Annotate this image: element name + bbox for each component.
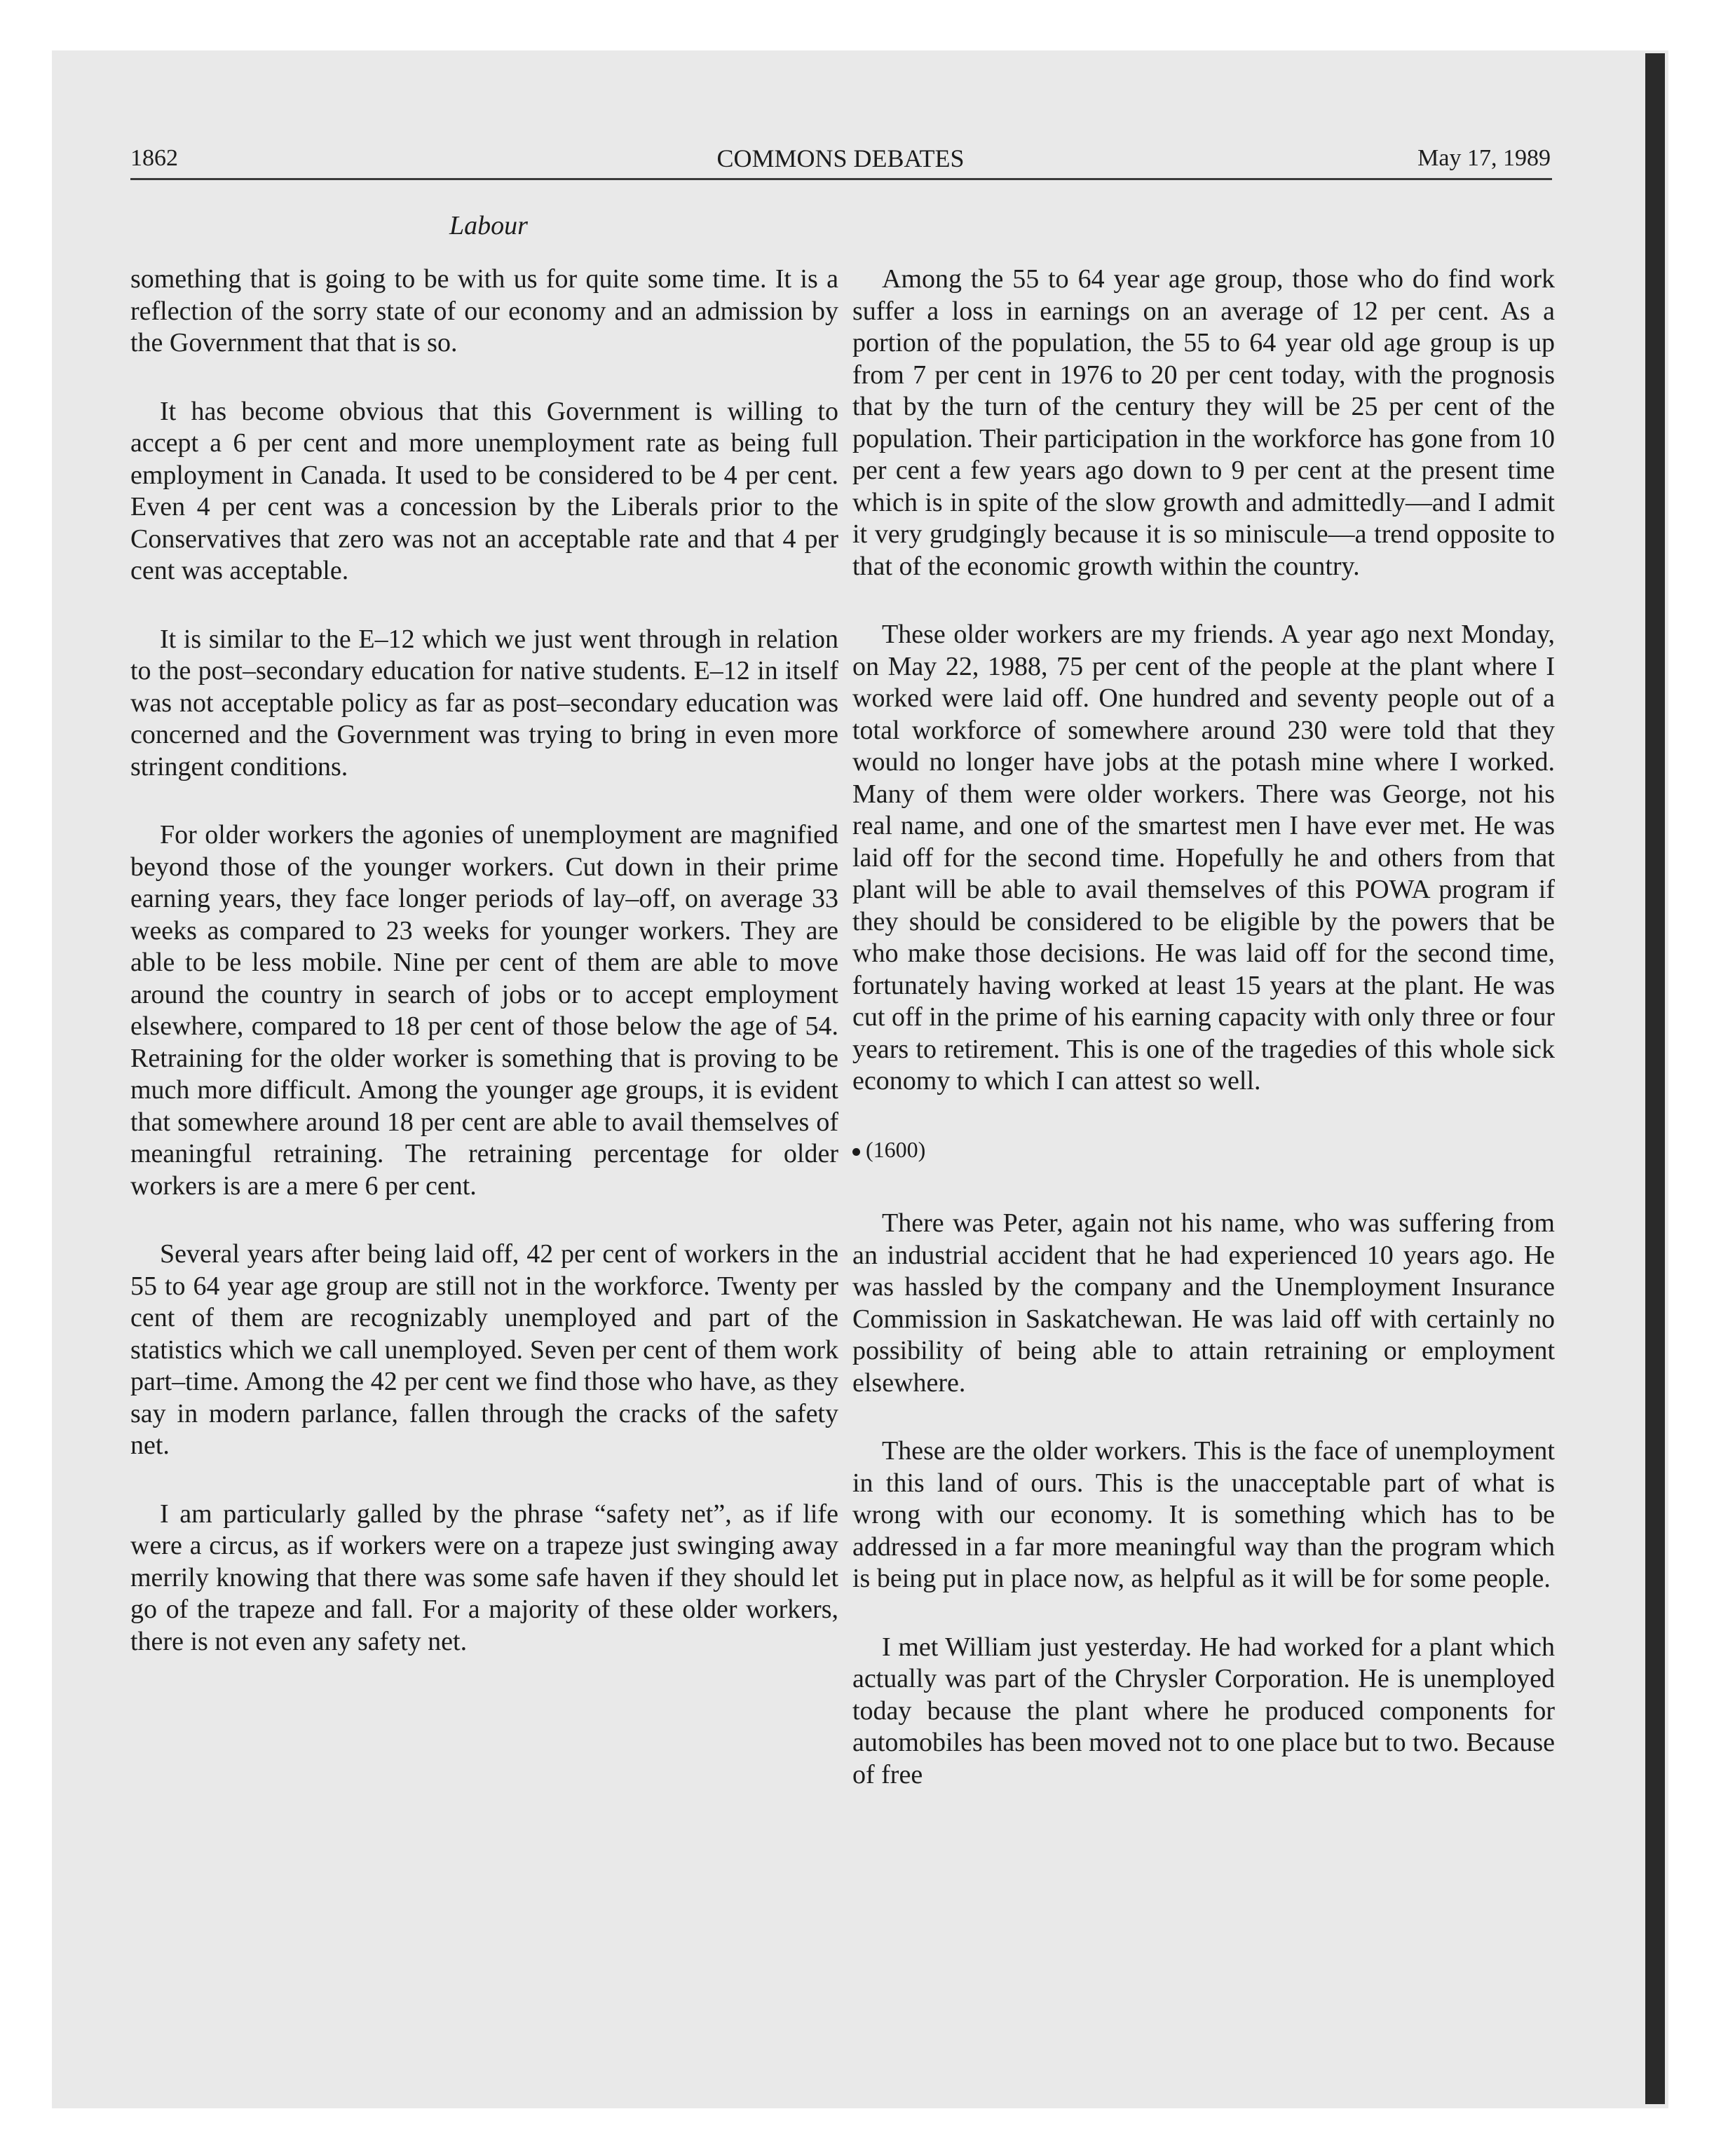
paragraph: Among the 55 to 64 year age group, those who do find work suffer a loss in earnings on an average of 12 per cent. As a portion of the population, the 55 to 64 year old age group is up from 7 per cent in 1976 to 20 per cent today, with the prognosis that by the turn of the century they will be 25 per cent of the population. Their participation in the workforce has gone from 10 per cent a few years ago down to 9 per cent at the present time which is in spite of the slow growth and admittedly—and I admit it very grudgingly because it is so miniscule—a trend opposite to that of the economic growth within the country. xyxy=(852,264,1555,581)
paragraph: Several years after being laid off, 42 per cent of workers in the 55 to 64 year age group are still not in the workforce. Twenty per cent of them are recognizably unemployed and part of the statistics which we call unemployed. Seven per cent of them work part–time. Among the 42 per cent we find those who have, as they say in modern parlance, fallen through the cracks of the safety net. xyxy=(130,1239,838,1460)
page-number: 1862 xyxy=(130,145,178,171)
paragraph: I am particularly galled by the phrase “safety net”, as if life were a circus, as if workers were on a trapeze just swinging away merrily knowing that there was some safe haven if they should let go of the trapeze and fall. For a majority of these older workers, there is not even any safety net. xyxy=(130,1499,838,1656)
section-title: Labour xyxy=(449,211,528,240)
publication-title: COMMONS DEBATES xyxy=(716,144,965,172)
paragraph: something that is going to be with us for quite some time. It is a reflection of the sorry state of our economy and an admission by the Government that that is so. xyxy=(130,264,838,357)
bullet-icon xyxy=(852,1148,860,1156)
left-column xyxy=(130,264,838,1960)
binding-edge xyxy=(1645,53,1665,2104)
page-header xyxy=(130,137,1551,179)
paragraph: These are the older workers. This is the face of unemployment in this land of ours. This is the unacceptable part of what is wrong with our economy. It is something which has to be addressed in a far more meaningful way than the program which is being put in place now, as helpful as it will be for some people. xyxy=(852,1436,1555,1593)
header-rule xyxy=(130,178,1552,180)
paragraph: These older workers are my friends. A year ago next Monday, on May 22, 1988, 75 per cent of the people at the plant where I worked were laid off. One hundred and seventy people out of a total workforce of somewhere around 230 were told that they would no longer have jobs at the potash mine where I worked. Many of them were older workers. There was George, not his real name, and one of the smartest men I have ever met. He was laid off for the second time. Hopefully he and others from that plant will be able to avail themselves of this POWA program if they should be considered to be eligible by the powers that be who make those decisions. He was laid off for the second time, fortunately having worked at least 15 years at the plant. He was cut off in the prime of his earning capacity with only three or four years to retirement. This is one of the tragedies of this whole sick economy to which I can attest so well. xyxy=(852,620,1555,1096)
paragraph: For older workers the agonies of unemployment are magnified beyond those of the younger workers. Cut down in their prime earning years, they face longer periods of lay–off, on average 33 weeks as compared to 23 weeks for younger workers. They are able to be less mobile. Nine per cent of them are able to move around the country in search of jobs or to accept employment elsewhere, compared to 18 per cent of those below the age of 54. Retraining for the older worker is something that is proving to be much more difficult. Among the younger age groups, it is evident that somewhere around 18 per cent are able to avail themselves of meaningful retraining. The retraining percentage for older workers is are a mere 6 per cent. xyxy=(130,820,838,1201)
time-marker xyxy=(852,1134,1555,1166)
time-marker-text: (1600) xyxy=(866,1136,926,1162)
paragraph: I met William just yesterday. He had worked for a plant which actually was part of the Chrysler Corporation. He is unemployed today because the plant where he produced components for automobiles has been moved not to one place but to two. Because of free xyxy=(852,1632,1555,1789)
paragraph: It is similar to the E–12 which we just went through in relation to the post–secondary education for native students. E–12 in itself was not acceptable policy as far as post–secondary education was concerned and the Government was trying to bring in even more stringent conditions. xyxy=(130,624,838,782)
publication-date: May 17, 1989 xyxy=(1417,145,1551,171)
paragraph: It has become obvious that this Government is willing to accept a 6 per cent and more unemployment rate as being full employment in Canada. It used to be considered to be 4 per cent. Even 4 per cent was a concession by the Liberals prior to the Conservatives that zero was not an acceptable rate and that 4 per cent was acceptable. xyxy=(130,396,838,585)
paragraph: There was Peter, again not his name, who was suffering from an industrial accident that he had experienced 10 years ago. He was hassled by the company and the Unemployment Insurance Commission in Saskatchewan. He was laid off with certainly no possibility of being able to attain retraining or employment elsewhere. xyxy=(852,1208,1555,1398)
right-column xyxy=(852,264,1555,1960)
